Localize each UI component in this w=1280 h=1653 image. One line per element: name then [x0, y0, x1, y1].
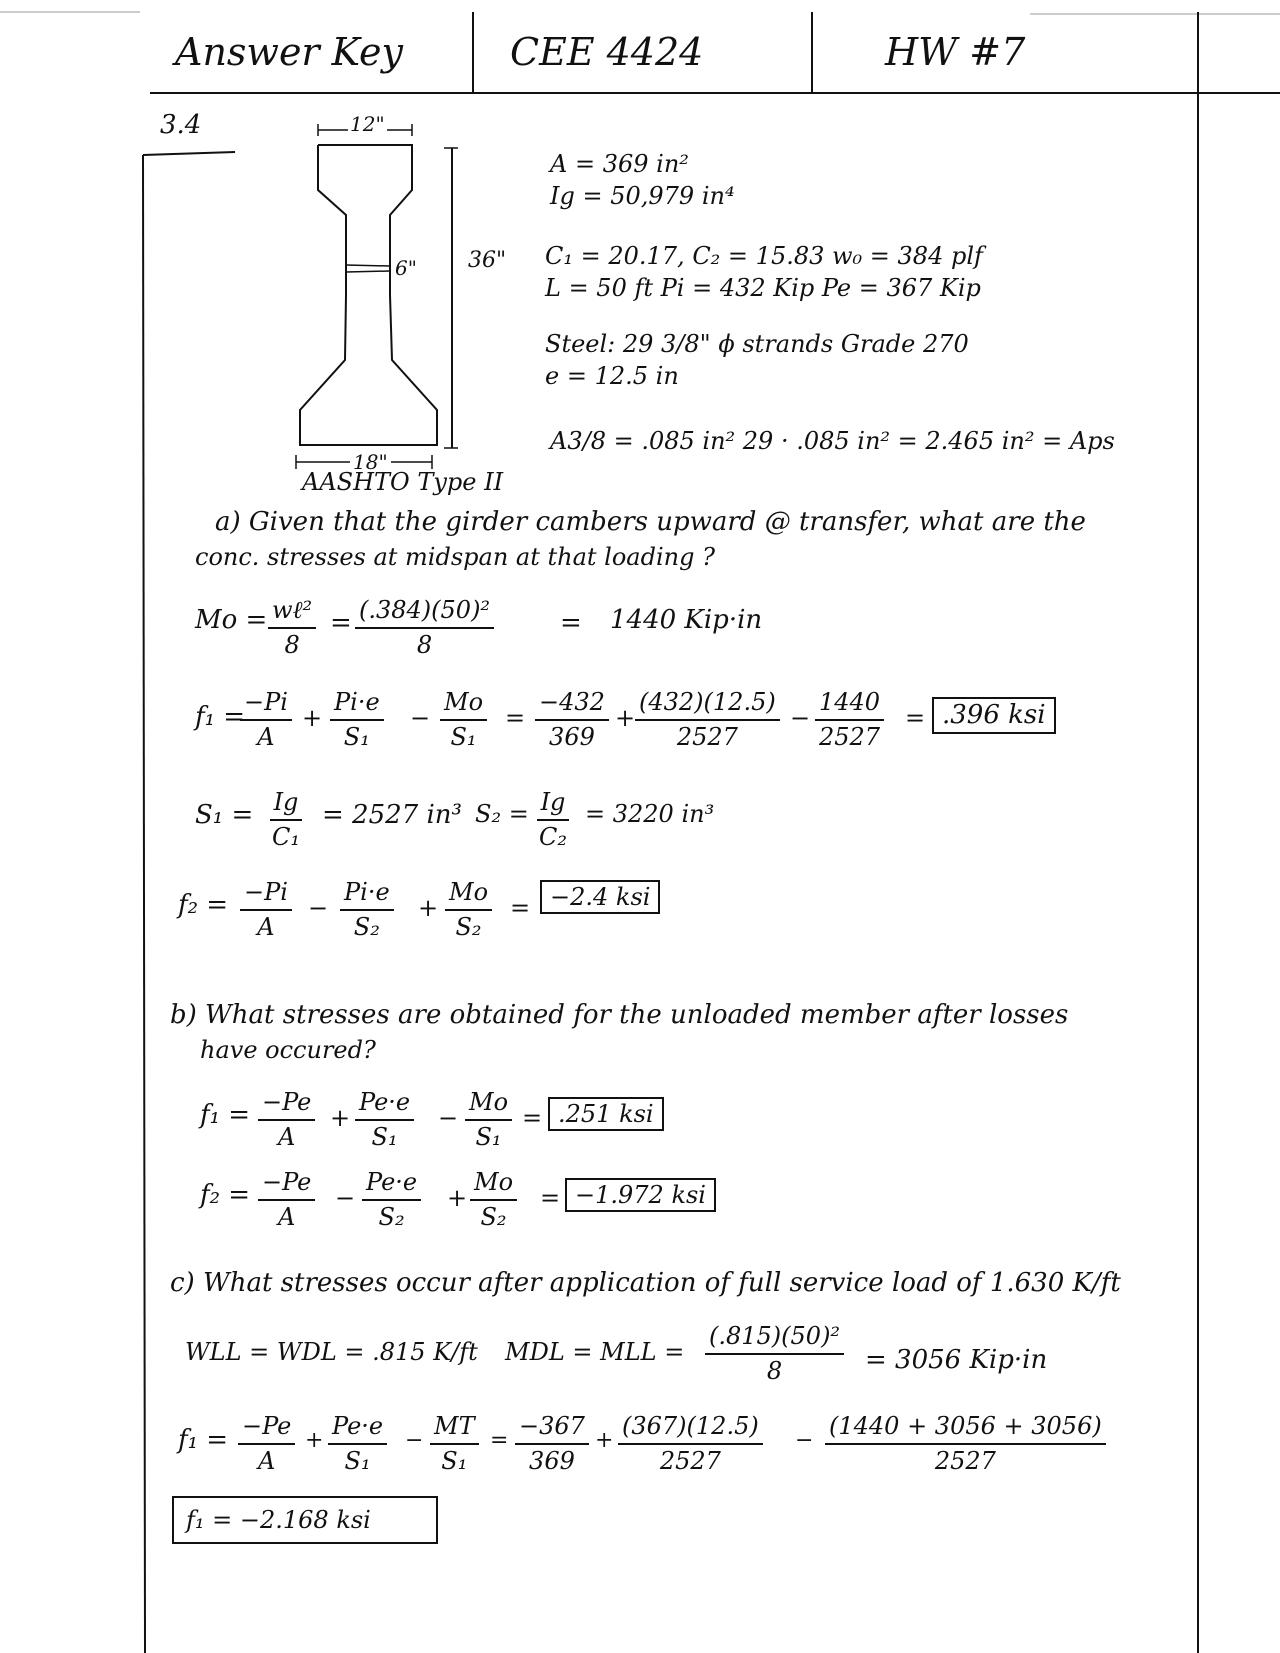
a-f1-term-3-num: Mo	[440, 688, 487, 721]
problem-number: 3.4	[160, 110, 202, 140]
a-f1-op-plus-2: +	[615, 704, 636, 732]
c-m-result: = 3056 Kip·in	[865, 1345, 1048, 1375]
a-f2-term-3	[445, 878, 492, 942]
a-f1-eq-2: =	[905, 704, 926, 732]
a-m0-frac-2-num: (.384)(50)²	[355, 596, 494, 629]
c-f1-num-3-num: (1440 + 3056 + 3056)	[825, 1412, 1106, 1445]
a-f2-lhs: f₂ =	[178, 890, 229, 920]
a-f1-term-2-den: S₁	[343, 722, 370, 751]
a-f1-num-2	[635, 688, 780, 752]
given-steel: Steel: 29 3/8" ϕ strands Grade 270	[545, 330, 969, 358]
c-f1-term-1-num: −Pe	[238, 1412, 295, 1445]
a-m0-eq-2: =	[560, 608, 582, 638]
b-f1-term-1	[258, 1088, 315, 1152]
a-f1-term-3-den: S₁	[450, 722, 477, 751]
b-f2-term-1-den: A	[278, 1202, 296, 1231]
a-f1-num-1	[535, 688, 609, 752]
c-f1-op-minus-2: −	[795, 1428, 814, 1453]
s1-result: = 2527 in³	[322, 800, 462, 830]
given-line-3: C₁ = 20.17, C₂ = 15.83 w₀ = 384 plf	[545, 242, 983, 270]
s2-result: = 3220 in³	[585, 800, 715, 828]
c-m-frac	[705, 1322, 844, 1386]
c-m-lhs: MDL = MLL =	[505, 1338, 685, 1366]
b-f2-op-plus: +	[447, 1184, 468, 1212]
c-f1-term-1	[238, 1412, 295, 1476]
c-f1-num-3	[825, 1412, 1106, 1476]
c-f1-term-1-den: A	[258, 1446, 276, 1475]
dim-top-flange: 12"	[350, 112, 385, 136]
b-f2-term-3-den: S₂	[480, 1202, 507, 1231]
c-f1-num-2-den: 2527	[659, 1446, 721, 1475]
a-f2-term-1-den: A	[257, 912, 275, 941]
a-f1-term-2	[330, 688, 384, 752]
header-hw-number: HW #7	[885, 30, 1026, 74]
given-line-4: L = 50 ft Pi = 432 Kip Pe = 367 Kip	[545, 274, 981, 302]
c-f1-num-3-den: 2527	[934, 1446, 996, 1475]
a-m0-lhs: Mo =	[195, 605, 268, 635]
b-f1-op-plus: +	[330, 1104, 351, 1132]
a-f1-op-minus-2: −	[790, 704, 811, 732]
a-f1-term-1	[240, 688, 292, 752]
s1-frac	[268, 788, 304, 852]
a-m0-frac-2	[355, 596, 494, 660]
a-f1-op-minus: −	[410, 704, 431, 732]
c-f1-num-1	[515, 1412, 589, 1476]
a-f1-term-1-den: A	[257, 722, 275, 751]
part-a-question-1: a) Given that the girder cambers upward @ transfer, what are the	[215, 507, 1086, 537]
given-area: A = 369 in²	[550, 150, 689, 178]
a-f2-term-2	[340, 878, 394, 942]
part-a-question-2: conc. stresses at midspan at that loading ?	[195, 543, 715, 571]
a-m0-frac-1-num: wℓ²	[268, 596, 316, 629]
b-f1-term-3	[465, 1088, 512, 1152]
b-f2-term-3-num: Mo	[470, 1168, 517, 1201]
b-f1-term-2	[355, 1088, 414, 1152]
c-f1-num-1-den: 369	[529, 1446, 575, 1475]
header-course: CEE 4424	[510, 30, 704, 74]
a-f1-num-3-num: 1440	[815, 688, 884, 721]
a-f1-term-1-num: −Pi	[240, 688, 292, 721]
b-f1-result: .251 ksi	[548, 1097, 664, 1131]
b-f2-term-1	[258, 1168, 315, 1232]
a-f2-term-1	[240, 878, 292, 942]
s2-frac	[535, 788, 571, 852]
c-w-line: WLL = WDL = .815 K/ft	[185, 1338, 478, 1366]
a-f1-num-3-den: 2527	[819, 722, 881, 751]
c-m-den: 8	[766, 1356, 783, 1385]
c-f1-term-3-den: S₁	[441, 1446, 468, 1475]
a-m0-frac-1	[268, 596, 316, 660]
c-f1-num-1-num: −367	[515, 1412, 589, 1445]
a-m0-result: 1440 Kip·in	[610, 605, 763, 635]
a-f2-term-2-num: Pi·e	[340, 878, 394, 911]
a-f2-result: −2.4 ksi	[540, 880, 660, 914]
c-f1-term-2-num: Pe·e	[328, 1412, 387, 1445]
a-f2-term-1-num: −Pi	[240, 878, 292, 911]
a-f1-num-1-den: 369	[549, 722, 595, 751]
a-f2-term-3-num: Mo	[445, 878, 492, 911]
a-f1-term-3	[440, 688, 487, 752]
a-f1-num-3	[815, 688, 884, 752]
a-f2-op-minus: −	[308, 894, 329, 922]
dim-bottom-flange: 18"	[350, 450, 391, 474]
s2-num: Ig	[537, 788, 570, 821]
b-f1-term-1-num: −Pe	[258, 1088, 315, 1121]
c-f1-op-minus: −	[405, 1428, 424, 1453]
c-f1-term-2	[328, 1412, 387, 1476]
a-m0-eq: =	[330, 608, 352, 638]
s1-den: C₁	[272, 822, 300, 851]
c-f1-result: f₁ = −2.168 ksi	[172, 1496, 438, 1544]
dim-web: 6"	[395, 256, 417, 280]
c-f1-eq: =	[490, 1428, 509, 1453]
b-f2-term-2-den: S₂	[378, 1202, 405, 1231]
s2-lhs: S₂ =	[475, 800, 529, 828]
s1-num: Ig	[270, 788, 303, 821]
dim-height: 36"	[468, 248, 507, 273]
a-m0-frac-2-den: 8	[416, 630, 433, 659]
c-f1-num-2	[618, 1412, 763, 1476]
b-f2-lhs: f₂ =	[200, 1180, 251, 1210]
b-f2-term-2-num: Pe·e	[362, 1168, 421, 1201]
c-f1-op-plus: +	[305, 1428, 324, 1453]
a-f1-num-2-den: 2527	[676, 722, 738, 751]
b-f1-lhs: f₁ =	[200, 1100, 251, 1130]
given-inertia: Ig = 50,979 in⁴	[550, 182, 735, 210]
b-f2-result: −1.972 ksi	[565, 1178, 716, 1212]
b-f2-term-1-num: −Pe	[258, 1168, 315, 1201]
b-f1-term-3-num: Mo	[465, 1088, 512, 1121]
a-f1-eq: =	[505, 704, 526, 732]
given-aps: A3/8 = .085 in² 29 · .085 in² = 2.465 in² = Aps	[550, 427, 1115, 455]
a-f2-term-3-den: S₂	[455, 912, 482, 941]
b-f1-op-minus: −	[438, 1104, 459, 1132]
c-f1-op-plus-2: +	[595, 1428, 614, 1453]
a-f1-term-2-num: Pi·e	[330, 688, 384, 721]
part-b-question-2: have occured?	[200, 1036, 376, 1064]
b-f1-term-2-den: S₁	[371, 1122, 398, 1151]
a-f2-op-plus: +	[418, 894, 439, 922]
header-answer-key: Answer Key	[175, 30, 403, 74]
a-f1-op-plus: +	[302, 704, 323, 732]
a-f1-num-2-num: (432)(12.5)	[635, 688, 780, 721]
a-f2-term-2-den: S₂	[353, 912, 380, 941]
b-f2-term-2	[362, 1168, 421, 1232]
b-f2-term-3	[470, 1168, 517, 1232]
b-f1-term-1-den: A	[278, 1122, 296, 1151]
c-f1-term-3	[430, 1412, 479, 1476]
part-b-question-1: b) What stresses are obtained for the unloaded member after losses	[170, 1000, 1069, 1030]
b-f2-eq: =	[540, 1184, 561, 1212]
a-f1-result: .396 ksi	[932, 697, 1056, 734]
b-f1-term-2-num: Pe·e	[355, 1088, 414, 1121]
a-f1-num-1-num: −432	[535, 688, 609, 721]
b-f1-eq: =	[522, 1104, 543, 1132]
given-eccentricity: e = 12.5 in	[545, 362, 679, 390]
c-f1-lhs: f₁ =	[178, 1425, 229, 1455]
a-f1-lhs: f₁ =	[195, 702, 246, 732]
s2-den: C₂	[539, 822, 567, 851]
section-label: AASHTO Type II	[302, 468, 504, 496]
part-c-question: c) What stresses occur after application of full service load of 1.630 K/ft	[170, 1268, 1121, 1298]
c-f1-term-3-num: MT	[430, 1412, 479, 1445]
a-f2-eq: =	[510, 894, 531, 922]
c-m-num: (.815)(50)²	[705, 1322, 844, 1355]
s1-lhs: S₁ =	[195, 800, 254, 830]
b-f2-op-minus: −	[335, 1184, 356, 1212]
c-f1-term-2-den: S₁	[344, 1446, 371, 1475]
c-f1-num-2-num: (367)(12.5)	[618, 1412, 763, 1445]
a-m0-frac-1-den: 8	[284, 630, 300, 659]
b-f1-term-3-den: S₁	[475, 1122, 502, 1151]
